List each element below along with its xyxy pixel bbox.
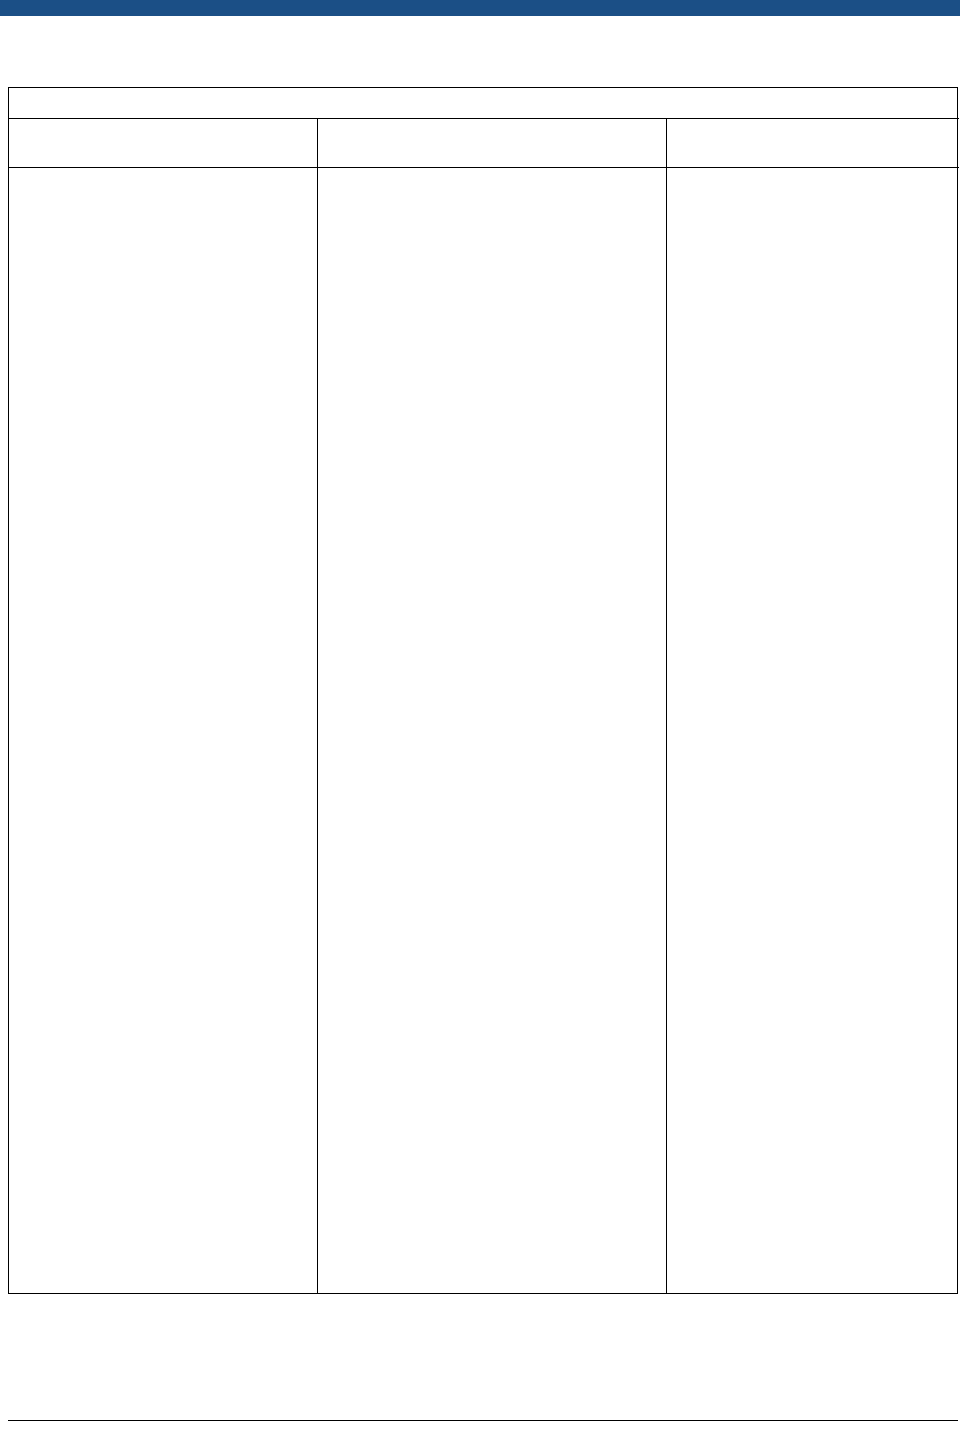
column-divider	[317, 118, 318, 1294]
divider	[8, 167, 959, 168]
column-divider	[666, 118, 667, 1294]
footer-divider	[8, 1420, 958, 1421]
top-header-bar	[0, 0, 960, 16]
accreditation-table	[8, 87, 958, 1294]
divider	[8, 118, 959, 119]
